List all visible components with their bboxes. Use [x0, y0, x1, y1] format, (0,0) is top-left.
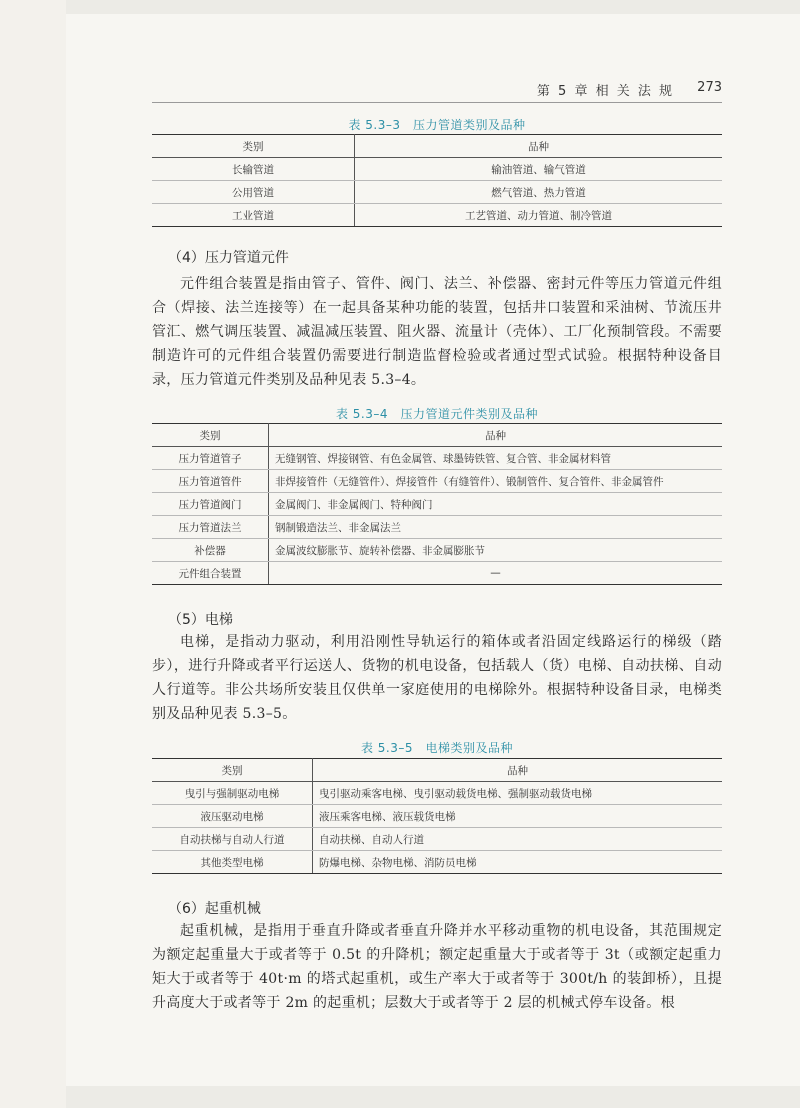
table-cell: 自动扶梯、自动人行道: [313, 828, 723, 851]
col-header-variety: 品种: [355, 135, 723, 158]
table-cell: 液压驱动电梯: [152, 805, 313, 828]
table-cell: 液压乘客电梯、液压载货电梯: [313, 805, 723, 828]
table-cell: 公用管道: [152, 181, 355, 204]
table-row: [152, 181, 722, 204]
table-cell: 补偿器: [152, 539, 269, 562]
table-cell: 曳引与强制驱动电梯: [152, 782, 313, 805]
table-cell: 压力管道管件: [152, 470, 269, 493]
paragraph-pipe-components: 元件组合装置是指由管子、管件、阀门、法兰、补偿器、密封元件等压力管道元件组合（焊接、法兰连接等）在一起具备某种功能的装置，包括井口装置和采油树、节流压井管汇、燃气调压装置、减温减压装置、阻火器、流量计（壳体）、工厂化预制管段。不需要制造许可的元件组合装置仍需要进行制造监督检验或者通过型式试验。根据特种设备目录，压力管道元件类别及品种见表 5.3–4。: [152, 276, 722, 388]
table-row: [152, 539, 722, 562]
table-row: [152, 493, 722, 516]
table-cell: 工艺管道、动力管道、制冷管道: [355, 204, 723, 227]
table-cell: 压力管道管子: [152, 447, 269, 470]
table-header-row: [152, 135, 722, 158]
paragraph-elevator: 电梯，是指动力驱动，利用沿刚性导轨运行的箱体或者沿固定线路运行的梯级（踏步），进行升降或者平行运送人、货物的机电设备，包括载人（货）电梯、自动扶梯、自动人行道等。非公共场所安装且仅供单一家庭使用的电梯除外。根据特种设备目录，电梯类别及品种见表 5.3–5。: [152, 634, 722, 722]
table-row: [152, 158, 722, 181]
col-header-category: 类别: [152, 135, 355, 158]
table-cell: 金属波纹膨胀节、旋转补偿器、非金属膨胀节: [269, 539, 723, 562]
table1-caption: 表 5.3–3 压力管道类别及品种: [348, 118, 526, 132]
table-row: [152, 851, 722, 874]
table-row: [152, 805, 722, 828]
table-header-row: [152, 759, 722, 782]
top-margin-band: [66, 0, 800, 14]
table-row: [152, 828, 722, 851]
table2-caption: 表 5.3–4 压力管道元件类别及品种: [335, 407, 539, 421]
table-cell: 自动扶梯与自动人行道: [152, 828, 313, 851]
table1: [152, 134, 722, 227]
table-cell: 防爆电梯、杂物电梯、消防员电梯: [313, 851, 723, 874]
table3: [152, 758, 722, 874]
table3-caption: 表 5.3–5 电梯类别及品种: [360, 741, 514, 755]
running-header: [152, 80, 722, 103]
col-header-variety: 品种: [313, 759, 723, 782]
table-cell: 输油管道、输气管道: [355, 158, 723, 181]
col-header-category: 类别: [152, 424, 269, 447]
section-title-pipe-components: （4）压力管道元件: [168, 250, 289, 266]
table-cell: —: [269, 562, 723, 585]
col-header-category: 类别: [152, 759, 313, 782]
table-row: [152, 782, 722, 805]
table-cell: 曳引驱动乘客电梯、曳引驱动载货电梯、强制驱动载货电梯: [313, 782, 723, 805]
bottom-margin-band: [66, 1086, 800, 1108]
table-row: [152, 447, 722, 470]
table-cell: 工业管道: [152, 204, 355, 227]
paragraph-lifting-machinery: 起重机械，是指用于垂直升降或者垂直升降并水平移动重物的机电设备，其范围规定为额定起重量大于或者等于 0.5t 的升降机；额定起重量大于或者等于 3t（或额定起重力矩大于或者等于 40t·m 的塔式起重机，或生产率大于或者等于 300t/h 的装卸桥），且提升高度大于或者等于 2m 的起重机；层数大于或者等于 2 层的机械式停车设备。根: [152, 923, 722, 1011]
table-cell: 钢制锻造法兰、非金属法兰: [269, 516, 723, 539]
table-cell: 无缝钢管、焊接钢管、有色金属管、球墨铸铁管、复合管、非金属材料管: [269, 447, 723, 470]
table-cell: 压力管道法兰: [152, 516, 269, 539]
chapter-title: 第 5 章 相 关 法 规: [536, 84, 674, 99]
table-cell: 非焊接管件（无缝管件）、焊接管件（有缝管件）、锻制管件、复合管件、非金属管件: [269, 470, 723, 493]
table-cell: 长输管道: [152, 158, 355, 181]
table-cell: 其他类型电梯: [152, 851, 313, 874]
table-row: [152, 470, 722, 493]
table-row: [152, 562, 722, 585]
page-number: 273: [697, 80, 722, 95]
section-title-elevator: （5）电梯: [168, 612, 233, 628]
table2: [152, 423, 722, 585]
table-cell: 金属阀门、非金属阀门、特种阀门: [269, 493, 723, 516]
table-cell: 元件组合装置: [152, 562, 269, 585]
table-row: [152, 516, 722, 539]
table-cell: 压力管道阀门: [152, 493, 269, 516]
section-title-lifting-machinery: （6）起重机械: [168, 901, 261, 917]
col-header-variety: 品种: [269, 424, 723, 447]
table-row: [152, 204, 722, 227]
table-header-row: [152, 424, 722, 447]
table-cell: 燃气管道、热力管道: [355, 181, 723, 204]
